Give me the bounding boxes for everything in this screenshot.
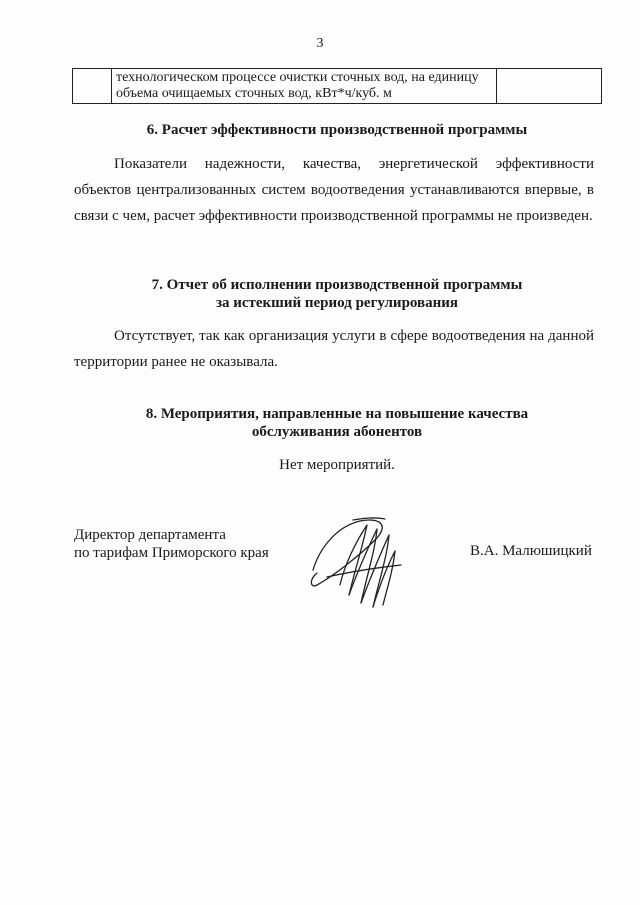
section8-title-line1: 8. Мероприятия, направленные на повышение качества (145, 406, 529, 422)
section7-paragraph: Отсутствует, так как организация услуги в сфере водоотведения на данной территории ранее не оказывала. (74, 328, 594, 370)
signatory-position (74, 526, 269, 562)
continued-table (72, 68, 602, 104)
section6-title: 6. Расчет эффективности производственной программы (146, 122, 528, 138)
table-row (73, 69, 602, 104)
signatory-name: В.А. Малюшицкий (470, 543, 592, 559)
section8-title-line2: обслуживания абонентов (251, 424, 423, 440)
table-cell-description (112, 69, 497, 104)
section7-title-line2: за истекший период регулирования (215, 295, 459, 311)
section6-paragraph: Показатели надежности, качества, энергетической эффективности объектов централизованных систем водоотведения устанавливаются впервые, в связи с чем, расчет эффективности производственной программы не произведен. (74, 156, 594, 224)
page-number: 3 (316, 36, 324, 51)
section7-title (72, 276, 602, 312)
table-cell-empty (73, 69, 112, 104)
table-cell-value (497, 69, 602, 104)
position-line1: Директор департамента (74, 527, 226, 543)
handwritten-signature (305, 515, 415, 610)
table-cell-line: технологическом процессе очистки сточных вод, на единицу (116, 70, 479, 85)
section7-title-line1: 7. Отчет об исполнении производственной программы (151, 277, 523, 293)
section8-title (72, 405, 602, 441)
position-line2: по тарифам Приморского края (74, 545, 269, 561)
table-cell-line: объема очищаемых сточных вод, кВт*ч/куб. м (116, 86, 392, 101)
section8-text: Нет мероприятий. (279, 457, 395, 473)
